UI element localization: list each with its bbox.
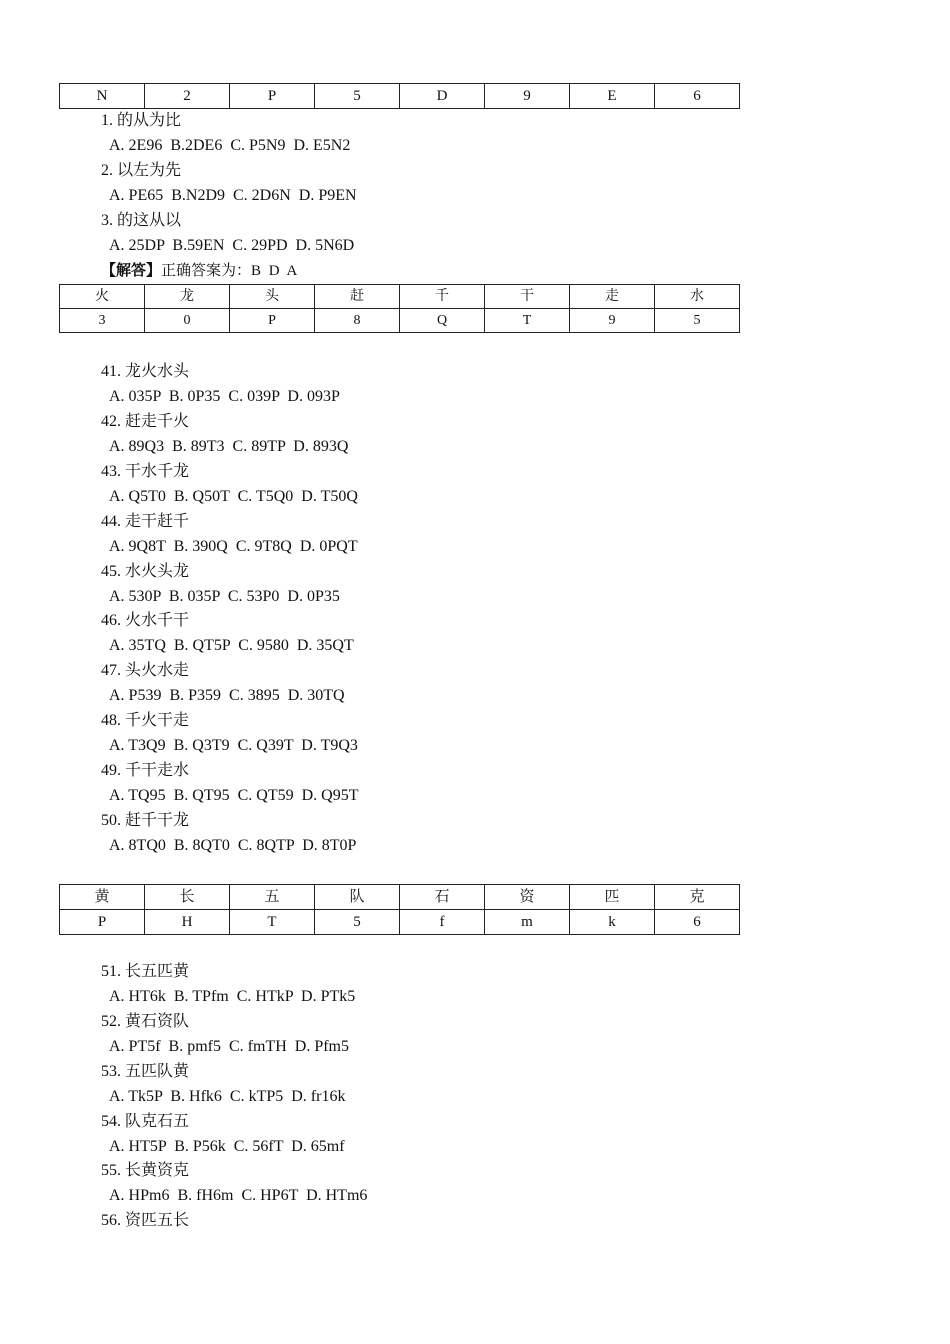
answer-value: B D A [251,263,300,279]
table-cell: m [485,910,570,935]
table-cell: 火 [60,285,145,309]
table-cell: P [230,84,315,109]
table-cell: E [570,84,655,109]
answer-options: A. 89Q3 B. 89T3 C. 89TP D. 893Q [109,438,349,455]
table-cell: 长 [145,885,230,910]
question-text: 50. 赶千干龙 [101,812,190,829]
question-text: 49. 千干走水 [101,762,190,779]
question-text: 47. 头火水走 [101,662,190,679]
question-text: 42. 赶走千火 [101,413,190,430]
table-cell: k [570,910,655,935]
answer-options: A. 2E96 B.2DE6 C. P5N9 D. E5N2 [109,137,351,154]
table-cell: 石 [400,885,485,910]
table-cell: 干 [485,285,570,309]
table-cell: 8 [315,309,400,333]
table-cell: P [60,910,145,935]
table-row [60,84,740,109]
answer-options: A. HT5P B. P56k C. 56fT D. 65mf [109,1138,345,1155]
table-cell: 克 [655,885,740,910]
table-cell: 9 [570,309,655,333]
question-text: 48. 千火干走 [101,712,190,729]
answer-options: A. Tk5P B. Hfk6 C. kTP5 D. fr16k [109,1088,346,1105]
table-cell: 9 [485,84,570,109]
question-text: 55. 长黄资克 [101,1162,190,1179]
answer-options: A. PE65 B.N2D9 C. 2D6N D. P9EN [109,187,357,204]
answer-options: A. TQ95 B. QT95 C. QT59 D. Q95T [109,787,359,804]
table-cell: 匹 [570,885,655,910]
code-table-1 [59,83,740,109]
table-cell: 2 [145,84,230,109]
question-text: 51. 长五匹黄 [101,963,190,980]
table-cell: 水 [655,285,740,309]
table-cell: 6 [655,84,740,109]
table-cell: 3 [60,309,145,333]
answer-options: A. 9Q8T B. 390Q C. 9T8Q D. 0PQT [109,538,358,555]
answer-options: A. Q5T0 B. Q50T C. T5Q0 D. T50Q [109,488,358,505]
table-cell: 走 [570,285,655,309]
answer-options: A. 035P B. 0P35 C. 039P D. 093P [109,388,340,405]
answer-key [101,261,299,281]
question-text: 52. 黄石资队 [101,1013,190,1030]
question-text: 41. 龙火水头 [101,363,190,380]
table-row [60,910,740,935]
table-cell: 5 [315,910,400,935]
question-text: 45. 水火头龙 [101,563,190,580]
question-text: 44. 走干赶千 [101,513,190,530]
question-text: 46. 火水千干 [101,612,190,629]
table-cell: 头 [230,285,315,309]
table-cell: 赶 [315,285,400,309]
table-cell: 队 [315,885,400,910]
table-cell: P [230,309,315,333]
table-cell: D [400,84,485,109]
question-text: 3. 的这从以 [101,212,182,229]
table-cell: 0 [145,309,230,333]
question-text: 1. 的从为比 [101,112,182,129]
answer-options: A. P539 B. P359 C. 3895 D. 30TQ [109,687,345,704]
table-cell: 5 [655,309,740,333]
question-text: 53. 五匹队黄 [101,1063,190,1080]
answer-options: A. 530P B. 035P C. 53P0 D. 0P35 [109,588,340,605]
table-cell: 6 [655,910,740,935]
answer-options: A. 8TQ0 B. 8QT0 C. 8QTP D. 8T0P [109,837,357,854]
table-cell: 龙 [145,285,230,309]
table-row [60,309,740,333]
table-cell: 5 [315,84,400,109]
question-text: 2. 以左为先 [101,162,182,179]
table-cell: Q [400,309,485,333]
question-text: 54. 队克石五 [101,1113,190,1130]
table-cell: 资 [485,885,570,910]
table-cell: f [400,910,485,935]
table-cell: T [485,309,570,333]
table-cell: T [230,910,315,935]
answer-options: A. T3Q9 B. Q3T9 C. Q39T D. T9Q3 [109,737,358,754]
answer-prefix: 正确答案为： [161,263,252,279]
answer-options: A. 25DP B.59EN C. 29PD D. 5N6D [109,237,355,254]
table-row [60,285,740,309]
answer-options: A. PT5f B. pmf5 C. fmTH D. Pfm5 [109,1038,349,1055]
answer-options: A. 35TQ B. QT5P C. 9580 D. 35QT [109,637,354,654]
table-cell: 五 [230,885,315,910]
code-table-2 [59,284,740,333]
table-cell: 千 [400,285,485,309]
table-cell: N [60,84,145,109]
question-text: 56. 资匹五长 [101,1212,190,1229]
table-row [60,885,740,910]
table-cell: H [145,910,230,935]
answer-options: A. HPm6 B. fH6m C. HP6T D. HTm6 [109,1187,368,1204]
answer-label: 【解答】 [101,263,162,279]
code-table-3 [59,884,740,935]
table-cell: 黄 [60,885,145,910]
answer-options: A. HT6k B. TPfm C. HTkP D. PTk5 [109,988,356,1005]
question-text: 43. 干水千龙 [101,463,190,480]
